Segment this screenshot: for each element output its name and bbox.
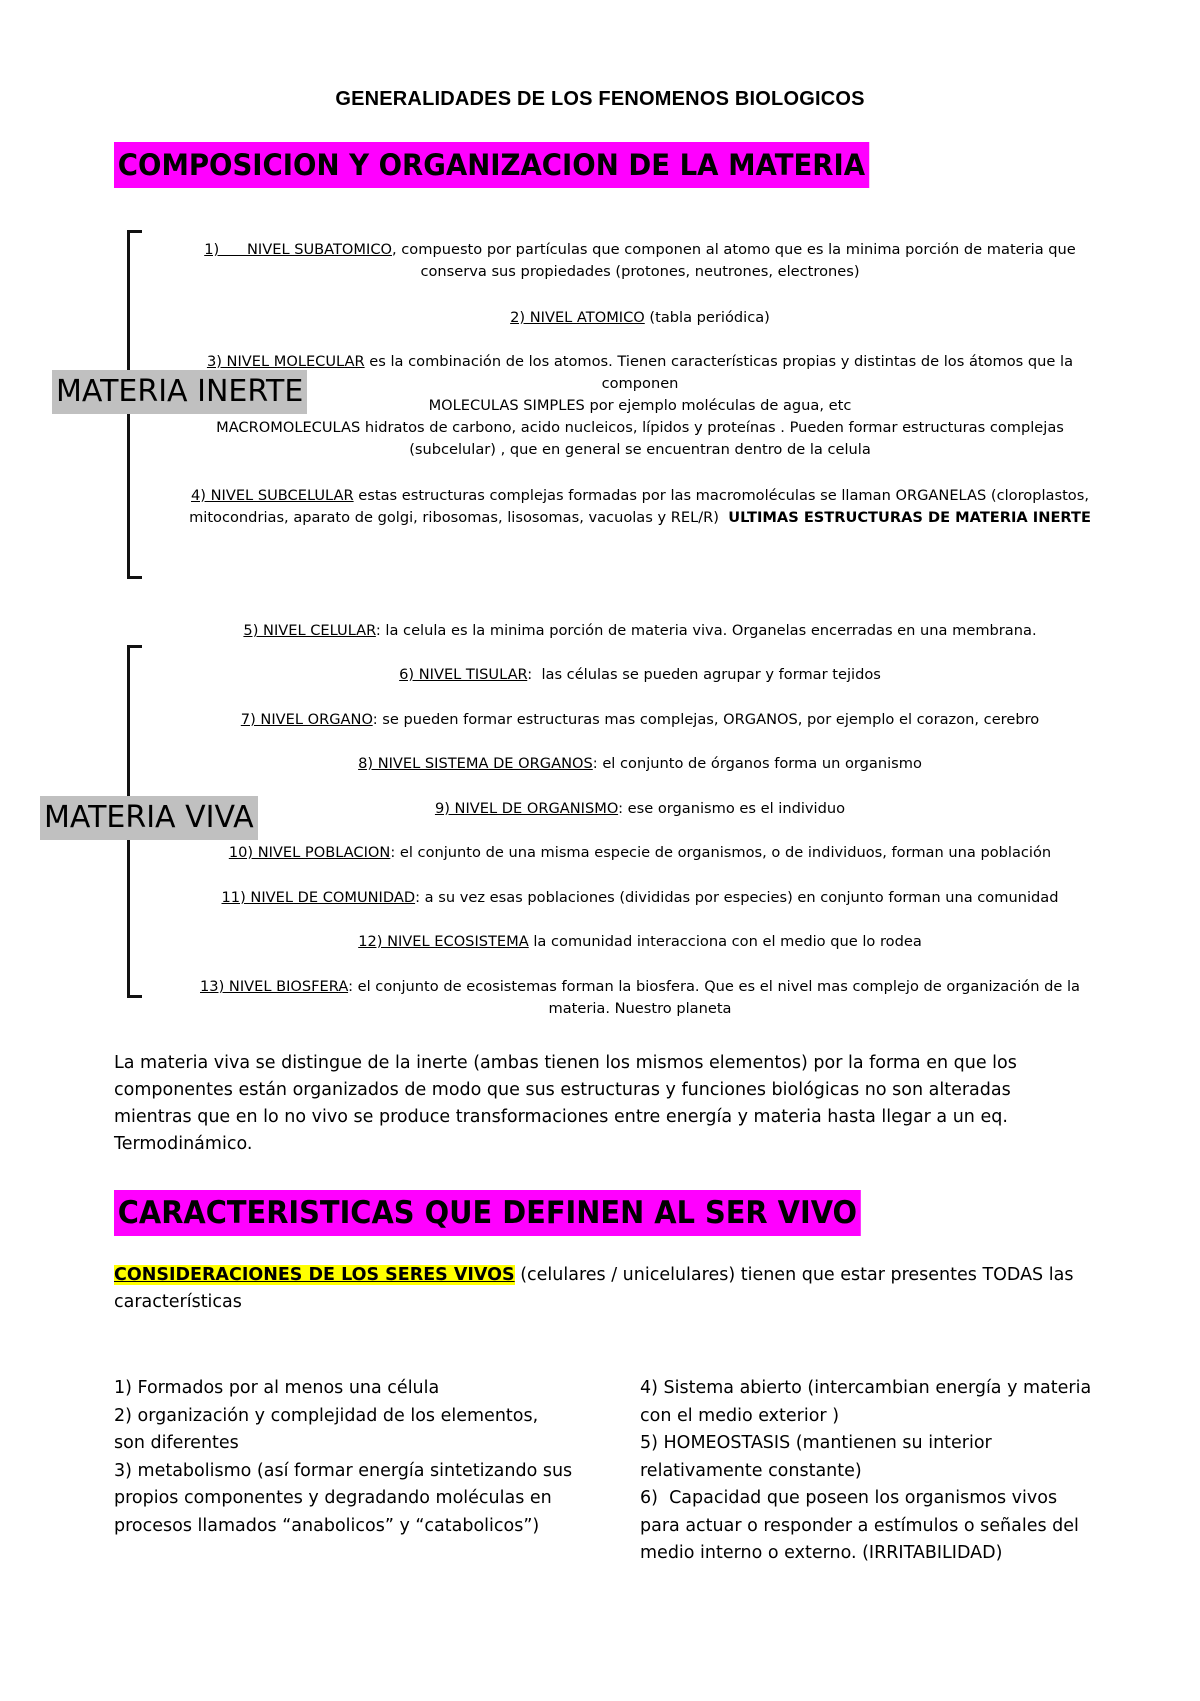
characteristics-right-column: 4) Sistema abierto (intercambian energía y materia con el medio exterior ) 5) HOMEOSTASIS (mantienen su interior relativamente constante) 6) Capacidad que poseen los organismos vivos para actuar o responder a estímulos o señales del medio interno o externo. (IRRITABILIDAD) — [640, 1378, 1092, 1563]
level-title: 5) NIVEL CELULAR — [243, 622, 376, 639]
level-title: 8) NIVEL SISTEMA DE ORGANOS — [358, 755, 593, 772]
level-title: 1) NIVEL SUBATOMICO — [204, 241, 392, 258]
level-text: MACROMOLECULAS hidratos de carbono, acido nucleicos, lípidos y proteínas . Pueden formar estructuras complejas — [216, 419, 1064, 436]
level-text: , compuesto por partículas que componen al atomo que es la minima porción de materia que — [392, 241, 1076, 258]
level-text: : ese organismo es el individuo — [618, 800, 846, 817]
document-title: GENERALIDADES DE LOS FENOMENOS BIOLOGICOS — [335, 88, 865, 110]
level-text: : a su vez esas poblaciones (divididas por especies) en conjunto forman una comunidad — [415, 889, 1059, 906]
level-organismo — [165, 798, 1115, 820]
level-title: 11) NIVEL DE COMUNIDAD — [221, 889, 416, 906]
level-emphasis: ULTIMAS ESTRUCTURAS DE MATERIA INERTE — [728, 509, 1091, 526]
characteristics-left-column: 1) Formados por al menos una célula 2) organización y complejidad de los elementos, son diferentes 3) metabolismo (así formar energía sintetizando sus propios componentes y degradando moléculas en procesos llamados “anabolicos” y “catabolicos”) — [114, 1378, 573, 1536]
level-text: estas estructuras complejas formadas por las macromoléculas se llaman ORGANELAS (cloroplastos, — [353, 487, 1089, 504]
level-text: componen — [601, 375, 679, 392]
level-title: 2) NIVEL ATOMICO — [510, 309, 645, 326]
level-title: 9) NIVEL DE ORGANISMO — [434, 800, 619, 817]
section-heading-composicion: COMPOSICION Y ORGANIZACION DE LA MATERIA — [114, 142, 869, 188]
level-title: 10) NIVEL POBLACION — [228, 844, 391, 861]
level-title: 6) NIVEL TISULAR — [399, 666, 528, 683]
level-celular — [165, 620, 1115, 642]
level-organo — [165, 709, 1115, 731]
level-text: : se pueden formar estructuras mas complejas, ORGANOS, por ejemplo el corazon, cerebro — [372, 711, 1040, 728]
level-ecosistema — [165, 931, 1115, 953]
level-text: (subcelular) , que en general se encuentran dentro de la celula — [409, 441, 871, 458]
level-comunidad — [165, 887, 1115, 909]
level-title: 4) NIVEL SUBCELULAR — [191, 487, 354, 504]
level-biosfera — [165, 976, 1115, 1020]
level-molecular — [165, 351, 1115, 461]
level-text: materia. Nuestro planeta — [548, 1000, 732, 1017]
level-text: : el conjunto de órganos forma un organismo — [592, 755, 922, 772]
considerations-label: CONSIDERACIONES DE LOS SERES VIVOS — [114, 1265, 515, 1285]
level-subcelular — [165, 485, 1115, 529]
section-heading-caracteristicas: CARACTERISTICAS QUE DEFINEN AL SER VIVO — [114, 1190, 861, 1236]
level-title: 13) NIVEL BIOSFERA — [200, 978, 349, 995]
level-text: : el conjunto de una misma especie de organismos, o de individuos, forman una población — [390, 844, 1052, 861]
level-title: 3) NIVEL MOLECULAR — [206, 353, 365, 370]
considerations-text: (celulares / unicelulares) tienen que estar presentes TODAS las características — [114, 1265, 1074, 1312]
level-text: : las células se pueden agrupar y formar tejidos — [527, 666, 881, 683]
materia-viva-paragraph: La materia viva se distingue de la inerte (ambas tienen los mismos elementos) por la forma en que los componentes están organizados de modo que sus estructuras y funciones biológicas no son alteradas mientras que en lo no vivo se produce transformaciones entre energía y materia hasta llegar a un eq. Termodinámico. — [114, 1053, 1017, 1154]
level-text: conserva sus propiedades (protones, neutrones, electrones) — [420, 263, 860, 280]
level-text: la comunidad interacciona con el medio que lo rodea — [528, 933, 922, 950]
level-text: es la combinación de los atomos. Tienen características propias y distintas de los átomos que la — [364, 353, 1074, 370]
level-tisular — [165, 664, 1115, 686]
level-title: 12) NIVEL ECOSISTEMA — [358, 933, 529, 950]
label-materia-viva: MATERIA VIVA — [40, 796, 258, 840]
level-subatomico — [165, 239, 1115, 283]
level-atomico — [165, 307, 1115, 329]
level-title: 7) NIVEL ORGANO — [240, 711, 373, 728]
level-sistema-organos — [165, 753, 1115, 775]
considerations-paragraph — [114, 1262, 1074, 1316]
level-text: (tabla periódica) — [644, 309, 770, 326]
level-text: : la celula es la minima porción de materia viva. Organelas encerradas en una membrana. — [375, 622, 1037, 639]
label-materia-inerte: MATERIA INERTE — [52, 370, 307, 414]
level-text: mitocondrias, aparato de golgi, ribosomas, lisosomas, vacuolas y REL/R) — [189, 509, 729, 526]
level-poblacion — [165, 842, 1115, 864]
level-text: : el conjunto de ecosistemas forman la biosfera. Que es el nivel mas complejo de organización de la — [348, 978, 1080, 995]
level-text: MOLECULAS SIMPLES por ejemplo moléculas de agua, etc — [428, 397, 852, 414]
